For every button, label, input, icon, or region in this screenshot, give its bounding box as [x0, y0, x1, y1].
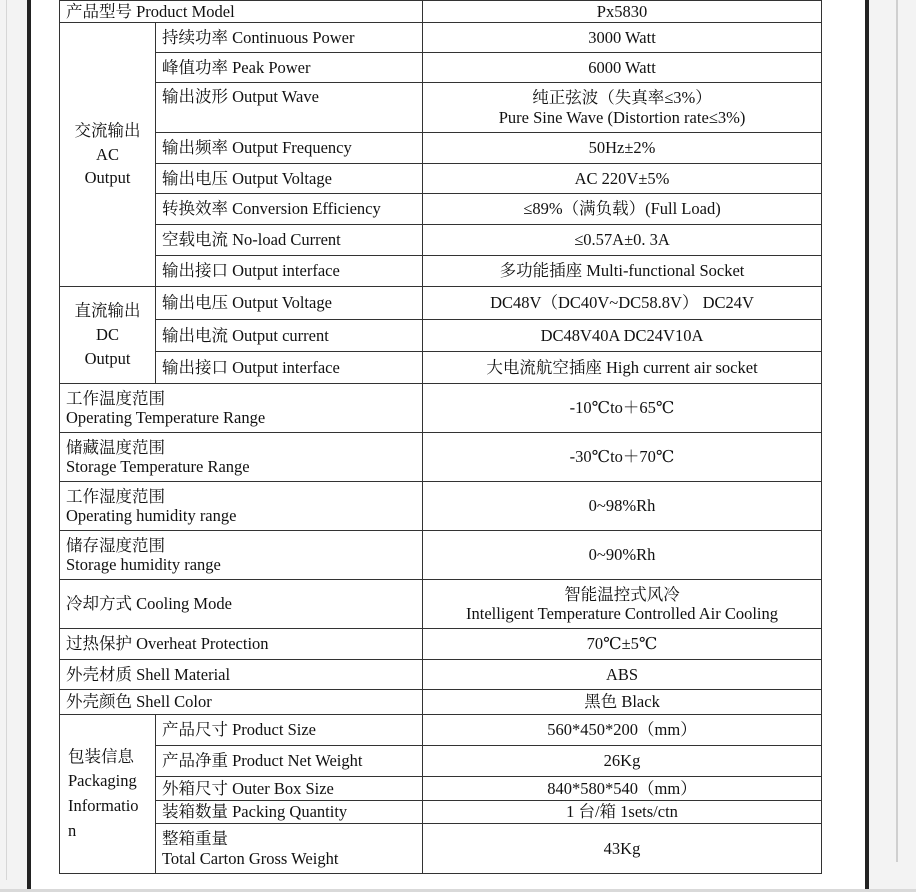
ac-peak-power-label: 峰值功率 Peak Power — [156, 53, 423, 83]
table-row — [60, 133, 822, 164]
dc-output-interface-label: 输出接口 Output interface — [156, 352, 423, 384]
packaging-group-label: 包装信息 Packaging Informatio n — [60, 715, 156, 874]
product-net-weight-label: 产品净重 Product Net Weight — [156, 746, 423, 777]
table-row — [60, 53, 822, 83]
ac-conversion-efficiency-label: 转换效率 Conversion Efficiency — [156, 194, 423, 225]
outer-box-size-label: 外箱尺寸 Outer Box Size — [156, 777, 423, 801]
packing-quantity-value: 1 台/箱 1sets/ctn — [423, 801, 822, 824]
ac-conversion-efficiency-value: ≤89%（满负载）(Full Load) — [423, 194, 822, 225]
ac-output-interface-label: 输出接口 Output interface — [156, 256, 423, 287]
ac-output-voltage-label: 输出电压 Output Voltage — [156, 164, 423, 194]
table-row — [60, 580, 822, 629]
dc-output-current-label: 输出电流 Output current — [156, 320, 423, 352]
ac-continuous-power-label: 持续功率 Continuous Power — [156, 23, 423, 53]
shell-color-value: 黑色 Black — [423, 690, 822, 715]
table-row — [60, 23, 822, 53]
storage-temperature-label: 储藏温度范围 Storage Temperature Range — [60, 433, 423, 482]
ac-output-voltage-value: AC 220V±5% — [423, 164, 822, 194]
table-row — [60, 629, 822, 660]
storage-temperature-value: -30℃to＋70℃ — [423, 433, 822, 482]
table-row — [60, 531, 822, 580]
table-row — [60, 352, 822, 384]
table-row — [60, 287, 822, 320]
packing-quantity-label: 装箱数量 Packing Quantity — [156, 801, 423, 824]
cooling-mode-value: 智能温控式风冷 Intelligent Temperature Controlled Air Cooling — [423, 580, 822, 629]
table-row — [60, 164, 822, 194]
ac-noload-current-value: ≤0.57A±0. 3A — [423, 225, 822, 256]
dc-output-current-value: DC48V40A DC24V10A — [423, 320, 822, 352]
viewer-left-edge — [6, 0, 7, 880]
overheat-protection-value: 70℃±5℃ — [423, 629, 822, 660]
table-row — [60, 777, 822, 801]
ac-output-frequency-label: 输出频率 Output Frequency — [156, 133, 423, 164]
table-row — [60, 320, 822, 352]
table-row — [60, 715, 822, 746]
table-row — [60, 384, 822, 433]
ac-peak-power-value: 6000 Watt — [423, 53, 822, 83]
dc-output-voltage-value: DC48V（DC40V~DC58.8V） DC24V — [423, 287, 822, 320]
total-carton-gross-weight-value: 43Kg — [423, 824, 822, 874]
operating-humidity-value: 0~98%Rh — [423, 482, 822, 531]
model-label: 产品型号 Product Model — [60, 1, 423, 23]
table-row — [60, 801, 822, 824]
viewer-scrollbar-track[interactable] — [896, 0, 898, 862]
table-row — [60, 433, 822, 482]
table-row — [60, 824, 822, 874]
operating-humidity-label: 工作湿度范围 Operating humidity range — [60, 482, 423, 531]
table-row — [60, 746, 822, 777]
dc-output-voltage-label: 输出电压 Output Voltage — [156, 287, 423, 320]
product-size-label: 产品尺寸 Product Size — [156, 715, 423, 746]
shell-color-label: 外壳颜色 Shell Color — [60, 690, 423, 715]
table-row — [60, 690, 822, 715]
cooling-mode-label: 冷却方式 Cooling Mode — [60, 580, 423, 629]
ac-continuous-power-value: 3000 Watt — [423, 23, 822, 53]
shell-material-value: ABS — [423, 660, 822, 690]
dc-group-label: 直流输出 DC Output — [60, 287, 156, 384]
ac-noload-current-label: 空载电流 No-load Current — [156, 225, 423, 256]
table-row — [60, 482, 822, 531]
table-row — [60, 83, 822, 133]
table-row — [60, 225, 822, 256]
dc-output-interface-value: 大电流航空插座 High current air socket — [423, 352, 822, 384]
model-value: Px5830 — [423, 1, 822, 23]
product-net-weight-value: 26Kg — [423, 746, 822, 777]
total-carton-gross-weight-label: 整箱重量 Total Carton Gross Weight — [156, 824, 423, 874]
outer-box-size-value: 840*580*540（mm） — [423, 777, 822, 801]
ac-output-wave-value: 纯正弦波（失真率≤3%） Pure Sine Wave (Distortion rate≤3%) — [423, 83, 822, 133]
overheat-protection-label: 过热保护 Overheat Protection — [60, 629, 423, 660]
storage-humidity-value: 0~90%Rh — [423, 531, 822, 580]
spec-table — [59, 0, 822, 874]
operating-temperature-value: -10℃to＋65℃ — [423, 384, 822, 433]
ac-output-frequency-value: 50Hz±2% — [423, 133, 822, 164]
table-row — [60, 660, 822, 690]
table-row — [60, 1, 822, 23]
product-size-value: 560*450*200（mm） — [423, 715, 822, 746]
storage-humidity-label: 储存湿度范围 Storage humidity range — [60, 531, 423, 580]
shell-material-label: 外壳材质 Shell Material — [60, 660, 423, 690]
table-row — [60, 194, 822, 225]
operating-temperature-label: 工作温度范围 Operating Temperature Range — [60, 384, 423, 433]
table-row — [60, 256, 822, 287]
ac-output-interface-value: 多功能插座 Multi-functional Socket — [423, 256, 822, 287]
ac-group-label: 交流输出 AC Output — [60, 23, 156, 287]
ac-output-wave-label: 输出波形 Output Wave — [156, 83, 423, 133]
